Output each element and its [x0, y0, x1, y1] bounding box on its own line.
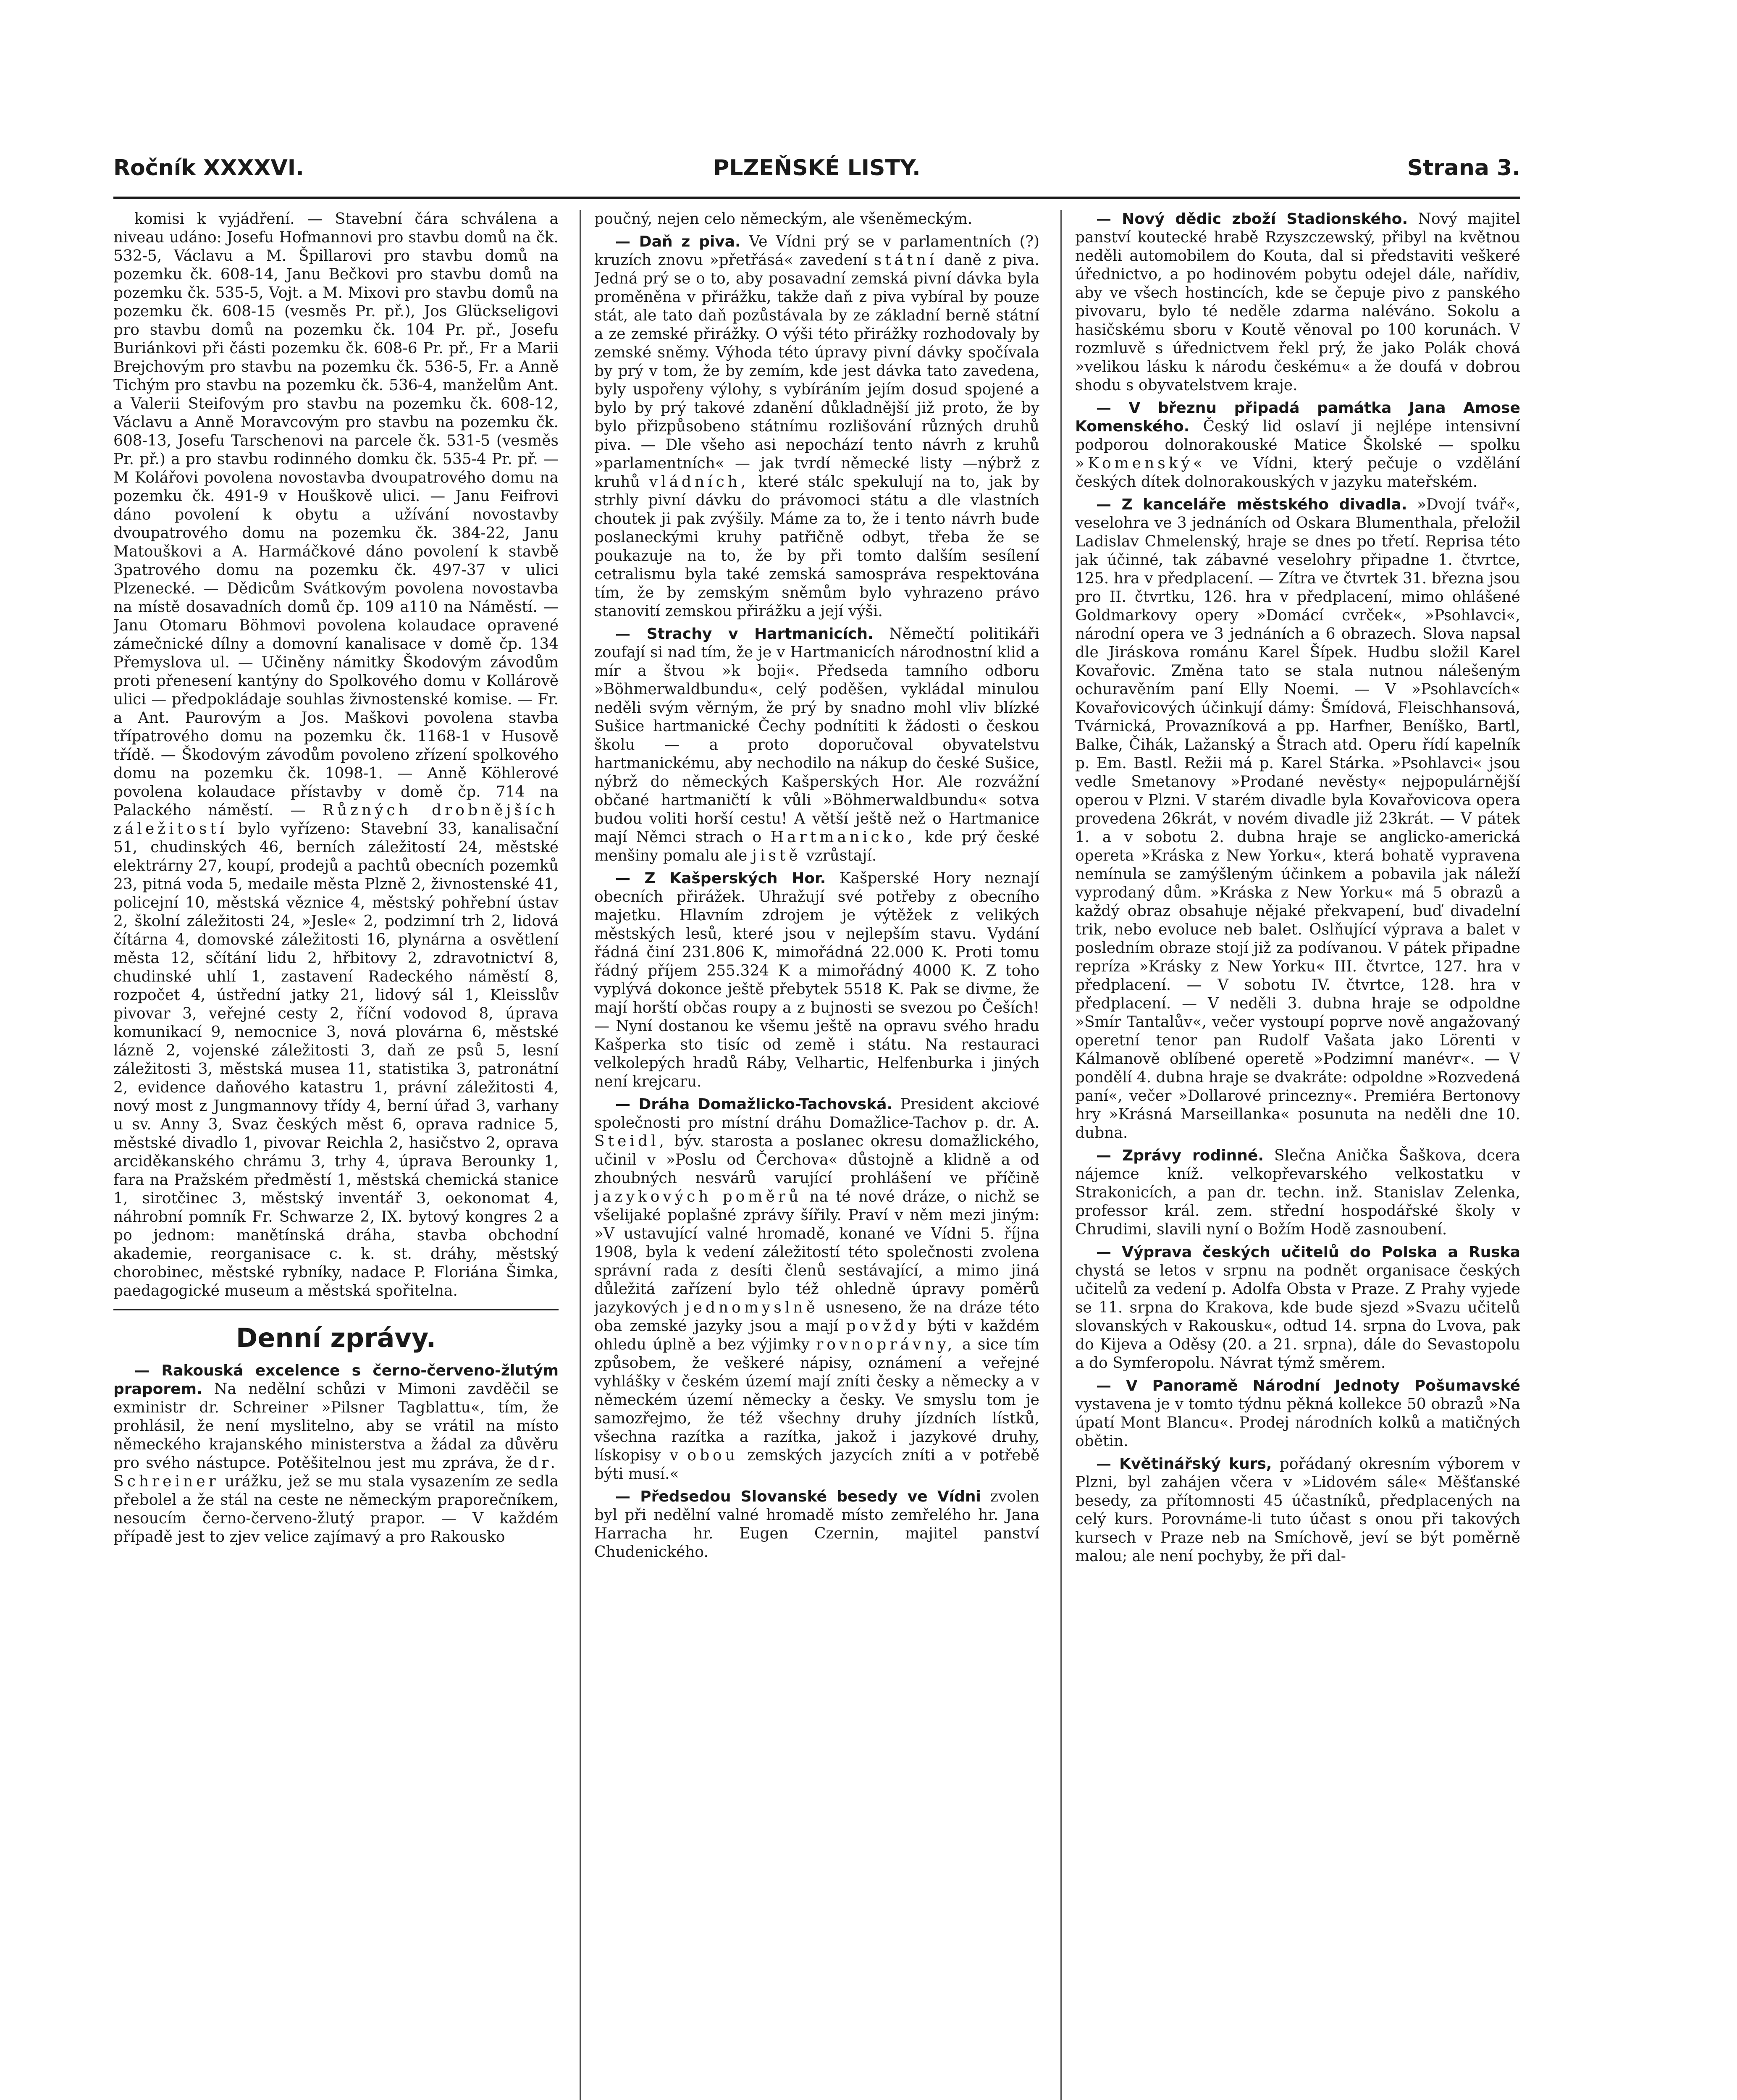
spaced-text: rovnoprávny,: [816, 1336, 956, 1353]
page-number: Strana 3.: [1407, 155, 1520, 181]
news-body: Český lid oslaví ji nejlépe intensivní podporou dolnorakouské Matice Školské — spolku: [1075, 418, 1520, 454]
news-body: Nový majitel panství koutecké hrabě Rzyszczewský, přibyl na květnou neděli automobilem do Kouta, dal si představiti veškeré úřednictvo, a po hodinovém pobytu odejel dále, nařídiv, aby ve všech hostincích, kde se čepuje pivo z panského pivovaru, bylo té neděle zdarma naléváno. Sokolu a hasičskému sboru v Koutě věnoval po 100 korunách. V rozmluvě s úřednictvem řekl prý, že jako Polák chová »velikou lásku k národu českému« a že doufá v dobrou shodu s obyvatelstvem kraje.: [1075, 210, 1520, 394]
news-item: [113, 1362, 559, 1546]
news-body: kde prý české menšiny pomalu ale: [594, 829, 1039, 864]
news-body: urážku, jež se mu stala vysazením ze sedla přebolel a že stál na ceste ne německým praporečníkem, nesoucím černo-červeno-žlutý prapor. — V každém případě jest to zjev velice zajímavý a pro Rakousko: [113, 1473, 559, 1546]
spaced-text: jistě: [752, 847, 801, 864]
news-item: [594, 1095, 1039, 1483]
news-body: vystavena je v tomto týdnu pěkná kollekce 50 obrazů »Na úpatí Mont Blancu«. Prodej národních kolků a matičných obětin.: [1075, 1396, 1520, 1450]
news-body: usneseno, že na dráze této oba zemské jazyky jsou a mají: [594, 1299, 1039, 1335]
news-body: Kašperské Hory neznají obecních přirážek. Uhražují své potřeby z obecního majetku. Hlavním zdrojem je výtěžek z velikých městských lesů, které jsou v nejlepším stavu. Vydání řádná činí 231.806 K, mimořádná 22.000 K. Proti tomu řádný příjem 255.324 K a mimořádný 4000 K. Z toho vyplývá dokonce ještě přebytek 5518 K. Pak se divme, že mají horští občas roupy a z bujnosti se svezou po Češích! — Nyní dostanou ke všemu ještě na opravu svého hradu Kašperka sto tisíc od země i státu. Na restauraci velkolepých hradů Ráby, Velhartic, Helfenburka i jiných není krejcaru.: [594, 870, 1039, 1090]
column-1: [113, 210, 559, 2100]
news-body: vzrůstají.: [806, 847, 877, 864]
section-title: Denní zprávy.: [236, 1323, 436, 1353]
spaced-text: Steidl,: [594, 1133, 667, 1150]
spaced-text: jednomyslně: [685, 1299, 819, 1316]
news-headline: — V březnu připadá památka Jana Amose Komenského.: [1075, 399, 1520, 435]
news-headline: — Z Kašperských Hor.: [615, 870, 826, 887]
news-body: Němečtí politikáři zoufají si nad tím, že je v Hartmanicích národnostní klid a mír a štvou »k boji«. Předseda tamního odboru »Böhmerwaldbundu«, celý poděšen, vykládal minulou neděli svým věrným, že prý by snadno mohl vliv blízké Sušice hartmanické Čechy podnítiti k žádosti o českou školu — a proto doporučoval obyvatelstvu hartmanickému, aby nechodilo na nákup do české Sušice, nýbrž do německých Kašperských Hor. Ale rozvážní občané hartmaničtí k vůli »Böhmerwaldbundu« sotva budou voliti horší cestu! A větší ještě než o Hartmanice mají Němci strach o: [594, 625, 1039, 846]
column-divider: [1060, 210, 1062, 2100]
news-item: [1075, 1147, 1520, 1239]
news-body: býti v každém ohledu úplně a bez výjimky: [594, 1318, 1039, 1353]
paragraph: [594, 210, 1039, 228]
news-item: [1075, 210, 1520, 395]
news-body: na té nové dráze, o nichž se všelijaké poplašné zprávy šířily. Praví v něm mezi jiným: »V ustavující valné hromadě, konané ve Vídni 5. října 1908, byla k vedení záležitostí této společnosti zvolena správní rada z desíti členů sestávající, a mimo jiná důležitá zařízení bylo též ohledně úpravy poměrů jazykových: [594, 1188, 1039, 1316]
news-body: Slečna Anička Šaškova, dcera nájemce kníž. velkopřevarského velkostatku v Strakonicích, a pan dr. techn. inž. Stanislav Zelenka, professor král. zem. střední hospodářské školy v Chrudimi, slavili nyní o Božím Hodě zasnoubení.: [1075, 1147, 1520, 1238]
news-item: [1075, 496, 1520, 1142]
volume-label: Ročník XXXXVI.: [113, 155, 304, 181]
news-headline: — Dráha Domažlicko-Tachovská.: [615, 1096, 893, 1113]
spaced-text: obou: [687, 1447, 738, 1464]
news-item: [594, 625, 1039, 865]
news-item: [1075, 1455, 1520, 1566]
news-headline: — Strachy v Hartmanicích.: [615, 625, 874, 643]
news-body: Na nedělní schůzi v Mimoni zavděčil se exministr dr. Schreiner »Pilsner Tagblattu«, tím, že prohlásil, že není myslitelno, aby se vrátil na místo německého krajanského ministerstva a žádal za důvěru pro svého nástupce. Potěšitelnou jest mu zprávа, že: [113, 1381, 559, 1472]
news-item: [594, 1488, 1039, 1562]
news-item: [594, 233, 1039, 621]
news-item: [1075, 1243, 1520, 1373]
newspaper-title: PLZEŇSKÉ LISTY.: [713, 155, 921, 181]
spaced-text: vládních,: [649, 473, 749, 491]
news-item: [1075, 1377, 1520, 1451]
header-rule: [113, 197, 1520, 199]
section-rule: [113, 1309, 559, 1310]
spaced-text: Různých drobnějších záležitostí: [113, 802, 559, 837]
news-headline: — V Panoramě Národní Jednoty Pošumavské: [1096, 1377, 1520, 1394]
running-header: [113, 147, 1520, 193]
column-2: [594, 210, 1039, 2100]
news-body: »Dvojí tvář«, veselohra ve 3 jednáních od Oskara Blumenthala, přeložil Ladislav Chmelenský, hraje se dnes po třetí. Reprisa této jak účinné, tak zábavné veselohry připadne 1. čtvrtce, 125. hra v předplacení. — Zítra ve čtvrtek 31. března jsou pro II. čtvrtku, 126. hra v předplacení, mimo ohlášené Goldmarkovy opery »Domácí cvrček«, »Psohlavci«, národní opera ve 3 jednáních a 6 obrazech. Slova napsal dle Jiráskova románu Karel Šípek. Hudbu složil Karel Kovařovic. Změna tato se stala nutnou nálešeným ochuravěním paní Elly Noemi. — V »Psohlavcích« Kovařovicových účinkují dámy: Šmídová, Fleischhansová, Tvárnická, Provazníková a pp. Harfner, Beníško, Bartl, Balke, Čihák, Lažanský a Štrach atd. Operu řídí kapelník p. Em. Bastl. Režii má p. Karel Stárka. »Psohlavci« jsou vedle Smetanovy »Prodané nevěsty« nejpopulárnější operou v Plzni. V starém divadle byla Kovařovicova opera provedena 26krát, v novém divadle již 23krát. — V pátek 1. a v sobotu 2. dubna hraje se anglicko-americká opereta »Kráska z New Yorku«, která bohatě vypravena nemínula se zamýšleným účinkem a pobavila jak náleží vyprodaný dům. »Kráska z New Yorku« má 5 obrazů a každý obraz obsahuje nějaké překvapení, buď divadelní trik, nebo evoluce neb balet. Oslňující výprava a balet v posledním obraze stojí již za podívanou. V pátek připadne repríza »Krásky z New Yorku« III. čtvrtce, 127. hra v předplacení. — V sobotu IV. čtvrtce, 128. hra v předplacení. — V neděli 3. dubna hraje se odpoldne »Smír Tantalův«, večer vystoupí poprve nově angažovaný operetní tenor pan Rudolf Vašata jako Lörenti v Kálmanově oblíbené operetě »Podzimní manévr«. — V pondělí 4. dubna hraje se dvakráte: odpoldne »Rozvedená paní«, večer »Dollarové princezny«. Premiéra Bertonovy hry »Krásná Marseillanka« posunuta na neděli dne 10. dubna.: [1075, 496, 1520, 1142]
paragraph: [113, 210, 559, 1300]
news-body: pořádaný okresním výborem v Plzni, byl zahájen včera v »Lidovém sále« Měšťanské besedy, za přítomnosti 45 účastníků, předplacených na celý kurs. Porovnáme-li tuto účast s onou při takových kursech v Praze neb na Smíchově, jeví se být poměrně malou; ale není pochyby, že při dal-: [1075, 1455, 1520, 1565]
news-item: [1075, 399, 1520, 491]
news-item: [594, 869, 1039, 1091]
column-divider: [580, 210, 581, 2100]
spaced-text: dr. Schreiner: [113, 1454, 559, 1490]
spaced-text: jazykových poměrů: [594, 1188, 802, 1205]
news-headline: — Zprávy rodinné.: [1096, 1147, 1264, 1164]
news-body: President akciové společnosti pro místní dráhu Domažlice-Tachov p. dr. A.: [594, 1096, 1039, 1131]
news-headline: — Z kanceláře městského divadla.: [1096, 496, 1407, 513]
section-heading-block: [113, 1309, 559, 1353]
news-body: chystá se letos v srpnu na podnět organisace českých učitelů za vedení p. Adolfa Obsta v Praze. Z Prahy vyjede se 11. srpna do Krakova, kde bude sjezd »Svazu učitelů slovanských v Rakousku«, odtud 14. srpna do Lvova, pak do Kijeva a Oděsy (20. a 21. srpna), dále do Sevastopolu a do Symferopolu. Návrat týmž směrem.: [1075, 1262, 1520, 1372]
news-body: ve Vídni, který pečuje o vzdělání českých dítek dolnorakouských v jazyku mateřském.: [1075, 455, 1520, 491]
newspaper-page: [113, 147, 1520, 2100]
news-body: daně z piva. Jedná prý se o to, aby posavadní zemská pivní dávka byla proměněna v přirážku, takže daň z piva vybíral by pouze stát, ale tato daň pozůstávala by ze základní berně státní a ze zemské přirážky. O výši této přirážky rozhodovaly by zemské sněmy. Výhoda této úpravy pivní dávky spočívala by prý v tom, že by zemím, kde jest dávka tato zavedena, byly uspořeny výlohy, s vybíráním jejím dosud spojené a bylo by prý takové zdanění důkladnější již proto, že by bylo přizpůsobeno státnímu rozlišování různých druhů piva. — Dle všeho asi nepochází tento návrh z kruhů »parlamentních« — jak tvrdí německé listy —nýbrž z kruhů: [594, 252, 1039, 491]
paragraph-text: komisi k vyjádření. — Stavební čára schválena a niveau udáno: Josefu Hofmannovi pro stavbu domů na čk. 532-5, Václavu a M. Špillarovi pro stavbu domů na pozemku čk. 608-14, Janu Bečkovi pro stavbu domů na pozemku čk. 535-5, Vojt. a M. Mixovi pro stavbu domů na pozemku čk. 608-15 (vesměs Pr. př.), Jos Glückseligovi pro stavbu domů na pozemku čk. 104 Pr. př., Josefu Buriánkovi při části pozemku čk. 608-6 Pr. př., Fr a Marii Brejchovým pro stavbu na pozemku čk. 536-5, Fr. a Anně Tichým pro stavbu na pozemku čk. 536-4, manželům Ant. a Valerii Steifovým pro stavbu na pozemku čk. 608-12, Václavu a Anně Moravcovým pro stavbu na pozemku čk. 608-13, Josefu Tarschenovi na parcele čk. 531-5 (vesměs Pr. př.) a pro stavbu rodinného domku čk. 535-4 Pr. př. — M Kolářovi povolena novostavba dvoupatrového domu na pozemku čk. 491-9 v Houškově ulici. — Janu Feifrovi dáno povolení k obytu a užívání novostavby dvoupatrového domu na pozemku čk. 384-22, Janu Matouškovi a A. Harmáčkové dáno povolení k stavbě 3patrového domu na pozemku čk. 497-37 v ulici Plzenecké. — Dědicům Svátkovým povolena novostavba na místě dosavadních domů čp. 109 a110 na Náměstí. — Janu Otomaru Böhmovi povolena kolaudace opravené zámečnické dílny a domovní kanalisace v domě čp. 134 Přemyslova ul. — Učiněny námitky Škodovým závodům proti přenesení kantýny do Spolkového domu v Kollárově ulici — předpokládaje souhlas živnostenské komise. — Fr. a Ant. Paurovým a Jos. Maškovi povolena stavba třípatrového domu na pozemku čk. 1168-1 v Husově třídě. — Škodovým závodům povoleno zřízení spolkového domu na pozemku čk. 1098-1. — Anně Köhlerové povolena kolaudace přístavby v domě čp. 714 na Palackého náměstí. —: [113, 210, 559, 819]
spaced-text: povždy: [846, 1318, 920, 1335]
news-headline: — Rakouská excelence s černo-červeno-žlutým praporem.: [113, 1362, 559, 1398]
spaced-text: »Komenský«: [1075, 455, 1206, 472]
paragraph-text: bylo vyřízeno: Stavební 33, kanalisační 51, chudinských 46, berních záležitostí 24, městské elektrárny 27, koupí, prodejů a pachtů obecních pozemků 23, pitná voda 5, medaile města Plzně 2, živnostenské 41, policejní 10, městská věznice 4, městský pohřební ústav 2, školní záležitosti 24, »Jesle« 2, podzimní trh 2, lidová čítárna 4, domovské záležitosti 16, plynárna a osvětlení města 12, sčítání lidu 2, hřbitovy 2, zdravotnictví 8, chudinské uhlí 1, zastavení Radeckého náměstí 8, rozpočet 4, ústřední jatky 21, lidový sál 1, Kleisslův pivovar 3, veřejné cesty 2, říční vodovod 8, úprava komunikací 9, nemocnice 3, nová plovárna 6, městské lázně 2, vojenské záležitosti 3, daň ze psů 5, lesní záležitosti 3, městská musea 11, statistika 3, patronátní 2, evidence daňového katastru 1, právní záležitosti 4, nový most z Jungmannovy třídy 4, berní úřad 3, varhany u sv. Anny 3, Svaz českých měst 6, oprava radnice 5, městské divadlo 1, pivovar Reichla 2, hasičstvo 2, oprava arciděkanského chrámu 3, trhy 4, úprava Berounky 1, fara na Pražském předměstí 1, městská chemická stanice 1, sirotčinec 3, městský inventář 3, oekonomat 4, náhrobní pomník Fr. Schwarze 2, IX. bytový kongres 2 a po jednom: manětínská dráha, stavba obchodní akademie, reorganisace c. k. st. dráhy, městský chorobinec, městské rybníky, nadace P. Floriána Šimka, paedagogické museum a městská spořitelna.: [113, 820, 559, 1299]
spaced-text: státní: [874, 252, 938, 269]
column-3: [1075, 210, 1520, 2100]
news-headline: — Předsedou Slovanské besedy ve Vídni: [615, 1488, 981, 1505]
paragraph-text: poučný, nejen celo německým, ale všeněmeckým.: [594, 210, 973, 228]
news-headline: — Daň z piva.: [615, 233, 741, 250]
news-body: které stálc spekulují na to, jak by strhly pivní dávku do právomoci státu a dle vlastních choutek ji pak zvýšily. Máme za to, že i tento návrh bude poslaneckými kruhy patřičně odbyt, třeba že se poukazuje na to, že by při tomto dalším sesílení cetralismu byla také zemská samospráva respektována tím, že by zemským sněmům bylo vyhrazeno právo stanovití zemskou přirážku a její výši.: [594, 473, 1039, 620]
news-body: býv. starosta a poslanec okresu domažlického, učinil v »Poslu od Čerchova« důstojně a klidně a od zhoubných nesvárů varující prohlášení ve příčině: [594, 1133, 1039, 1187]
news-body: Ve Vídni prý se v parlamentních (?) kruzích znovu »přetřásá« zavedení: [594, 233, 1039, 269]
news-headline: — Výprava českých učitelů do Polska a Ruska: [1096, 1244, 1520, 1261]
news-body: zemských jazycích zníti a v potřebě býti musí.«: [594, 1447, 1039, 1483]
spaced-text: Hartmanicko,: [770, 829, 916, 846]
news-body: a sice tím způsobem, že veškeré nápisy, oznámení a veřejné vyhlášky v českém území mají zníti česky a německy a v německém území německy a česky. Ve smyslu tom je samozřejmo, že též všechny druhy jízdních lístků, všechna razítka a razítka, jakož i jazykové druhy, lískopisy v: [594, 1336, 1039, 1464]
news-headline: — Nový dědic zboží Stadionského.: [1096, 210, 1408, 228]
news-body: zvolen byl při nedělní valné hromadě místo zemřelého hr. Jana Harracha hr. Eugen Czernin, majitel panství Chudenického.: [594, 1488, 1039, 1561]
news-headline: — Květinářský kurs,: [1096, 1455, 1272, 1473]
